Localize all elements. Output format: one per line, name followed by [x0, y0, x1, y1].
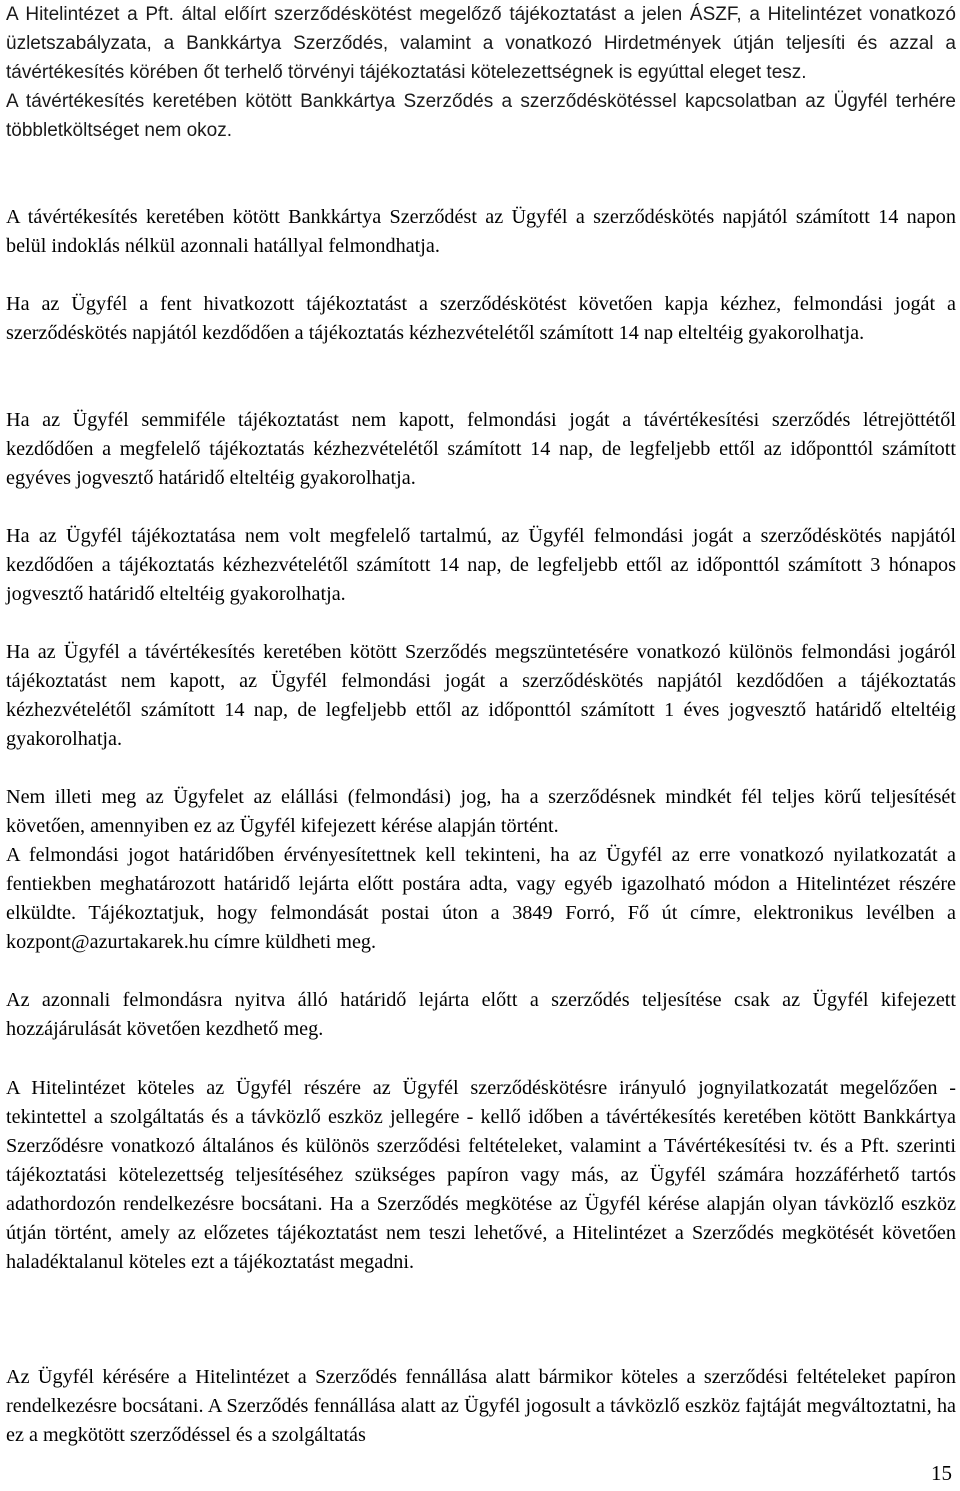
- paragraph-inadequate-information: Ha az Ügyfél tájékoztatása nem volt megfelelő tartalmú, az Ügyfél felmondási jogát a szerződéskötés napjától kezdődően a tájékoztatás kézhezvételétől számított 14 nap, de legfeljebb ettől az időponttól számított 3 hónapos jogvesztő határidő elteltéig gyakorolhatja.: [6, 525, 956, 605]
- paragraph-paper-terms-on-request: Az Ügyfél kérésére a Hitelintézet a Szerződés fennállása alatt bármikor köteles a szerződési feltételeket papíron rendelkezésre bocsátani. A Szerződés fennállása alatt az Ügyfél jogosult a távközlő eszköz fajtáját megváltoztatni, ha ez a megkötött szerződéssel és a szolgáltatás: [6, 1366, 956, 1446]
- paragraph-performance-consent: Az azonnali felmondásra nyitva álló határidő lejárta előtt a szerződés teljesítése csak az Ügyfél kifejezett hozzájárulását követően kezdhető meg.: [6, 989, 956, 1040]
- paragraph-14-day-withdrawal: A távértékesítés keretében kötött Bankkártya Szerződést az Ügyfél a szerződéskötés napjától számított 14 napon belül indoklás nélkül azonnali hatállyal felmondhatja.: [6, 206, 956, 257]
- paragraph-right-excluded: Nem illeti meg az Ügyfelet az elállási (felmondási) jog, ha a szerződésnek mindkét fél teljes körű teljesítését követően, amennyiben ez az Ügyfél kifejezett kérése alapján történt.: [6, 786, 956, 837]
- page-number: 15: [931, 1461, 952, 1485]
- paragraph-special-termination-right: Ha az Ügyfél a távértékesítés keretében kötött Szerződés megszüntetésére vonatkozó különös felmondási jogáról tájékoztatást nem kapott, az Ügyfél felmondási jogát a szerződéskötés napjától kezdődően a tájékoztatás kézhezvételétől számított 14 nap, de legfeljebb ettől az időponttól számított 1 éves jogvesztő határidő elteltéig gyakorolhatja.: [6, 641, 956, 750]
- paragraph-late-information: Ha az Ügyfél a fent hivatkozott tájékoztatást a szerződéskötést követően kapja kézhez, felmondási jogát a szerződéskötés napjától kezdődően a tájékoztatás kézhezvételétől számított 14 nap elteltéig gyakorolhatja.: [6, 293, 956, 344]
- paragraph-no-information: Ha az Ügyfél semmiféle tájékoztatást nem kapott, felmondási jogát a távértékesítési szerződés létrejöttétől kezdődően a megfelelő tájékoztatás kézhezvételétől számított 14 nap, de legfeljebb ettől az időponttól számított egyéves jogvesztő határidő elteltéig gyakorolhatja.: [6, 409, 956, 489]
- paragraph-no-extra-cost: A távértékesítés keretében kötött Bankkártya Szerződés a szerződéskötéssel kapcsolatban az Ügyfél terhére többletköltséget nem okoz.: [6, 91, 956, 141]
- paragraph-information-obligation: A Hitelintézet a Pft. által előírt szerződéskötést megelőző tájékoztatást a jelen ÁSZF, a Hitelintézet vonatkozó üzletszabályzata, a Bankkártya Szerződés, valamint a vonatkozó Hirdetmények útján teljesíti és azzal a távértékesítés körében őt terhelő törvényi tájékoztatási kötelezettségnek is egyúttal eleget tesz.: [6, 4, 956, 83]
- paragraph-termination-deadline-address: A felmondási jogot határidőben érvényesítettnek kell tekinteni, ha az Ügyfél az erre vonatkozó nyilatkozatát a fentiekben meghatározott határidő lejárta előtt postára adta, vagy egyéb igazolható módon a Hitelintézet részére elküldte. Tájékoztatjuk, hogy felmondását postai úton a 3849 Forró, Fő út címre, elektronikus levélben a kozpont@azurtakarek.hu címre küldheti meg.: [6, 844, 956, 953]
- paragraph-contract-terms-provision: A Hitelintézet köteles az Ügyfél részére az Ügyfél szerződéskötésre irányuló jognyilatkozatát megelőzően - tekintettel a szolgáltatás és a távközlő eszköz jellegére - kellő időben a távértékesítés keretében kötött Bankkártya Szerződésre vonatkozó általános és különös szerződési feltételeket, valamint a Távértékesítési tv. és a Pft. szerinti tájékoztatási kötelezettség teljesítéséhez szükséges papíron vagy más, az Ügyfél számára hozzáférhető tartós adathordozón rendelkezésre bocsátani. Ha a Szerződés megkötése az Ügyfél kérése alapján olyan távközlő eszköz útján történt, amely az előzetes tájékoztatást nem teszi lehetővé, a Hitelintézet a Szerződés megkötését követően haladéktalanul köteles ezt a tájékoztatást megadni.: [6, 1077, 956, 1273]
